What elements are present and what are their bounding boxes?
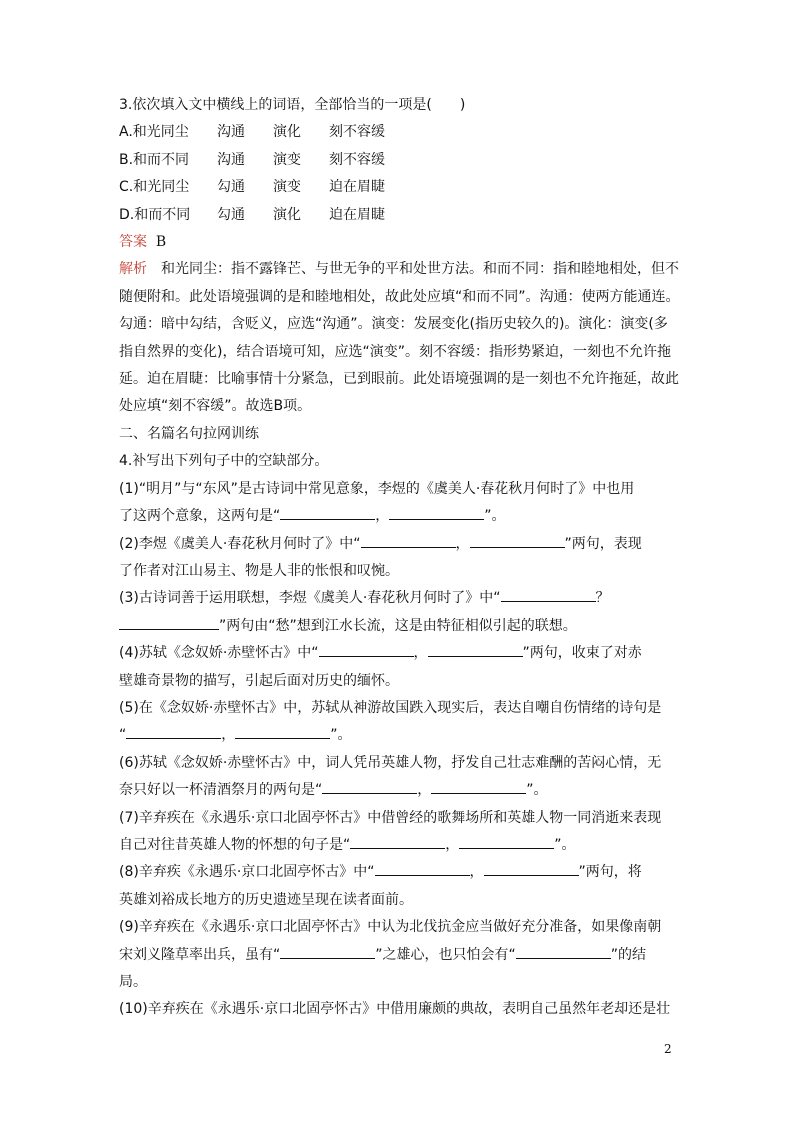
q4-item-1-line-1: (1)“明月”与“东风”是古诗词中常见意象，李煜的《虞美人·春花秋月何时了》中也用	[119, 480, 635, 497]
q4-item-4-line-1: (4)苏轼《念奴娇·赤壁怀古》中“ ， ”两句，收束了对赤	[119, 640, 679, 667]
answer-blank	[126, 723, 221, 739]
answer-blank	[431, 778, 526, 794]
q4-item-6-line-2: 奈只好以一杯清酒祭月的两句是“ ， ”。	[119, 777, 679, 804]
q4-item-7-line-2: 自己对往昔英雄人物的怀想的句子是“ ， ”。	[119, 832, 679, 859]
q4-item-9-line-3: 局。	[119, 974, 147, 990]
document-page	[119, 92, 679, 1024]
answer-blank	[516, 943, 611, 959]
q4-item-5-line-1: (5)在《念奴娇·赤壁怀古》中，苏轼从神游故国跌入现实后，表达自嘲自伤情绪的诗句是	[119, 699, 662, 716]
q3-option-c: C.和光同尘 勾通 演变 迫在眉睫	[119, 179, 385, 196]
section-heading: 二、名篇名句拉网训练	[119, 425, 259, 442]
q3-stem: 3.依次填入文中横线上的词语，全部恰当的一项是( )	[119, 97, 466, 113]
answer-blank	[361, 532, 456, 548]
q4-item-5-line-2: “ ， ”。	[119, 722, 679, 749]
q4-item-1-line-2: 了这两个意象，这两句是“ ， ”。	[119, 503, 679, 530]
answer-label: 答案	[119, 234, 147, 251]
answer-blank	[280, 943, 375, 959]
analysis-label: 解析	[119, 261, 147, 278]
answer-blank	[322, 778, 417, 794]
answer-blank	[389, 504, 484, 520]
answer-blank	[484, 860, 579, 876]
q4-item-3-line-1: (3)古诗词善于运用联想，李煜《虞美人·春花秋月何时了》中“ ？	[119, 585, 679, 612]
q3-analysis-line-5: 延。迫在眉睫：比喻事情十分紧急，已到眼前。此处语境强调的是一刻也不允许拖延，故此	[119, 371, 679, 388]
answer-blank	[350, 833, 445, 849]
q4-item-7-line-1: (7)辛弃疾在《永遇乐·京口北固亭怀古》中借曾经的歌舞场所和英雄人物一同消逝来表现	[119, 809, 662, 826]
q4-item-2-line-2: 了作者对江山易主、物是人非的怅恨和叹惋。	[119, 562, 399, 579]
answer-blank	[235, 723, 330, 739]
q4-item-3-line-2: ”两句由“愁”想到江水长流，这是由特征相似引起的联想。	[119, 613, 679, 640]
q4-item-6-line-1: (6)苏轼《念奴娇·赤壁怀古》中，词人凭吊英雄人物，抒发自己壮志难酬的苦闷心情，无	[119, 754, 662, 771]
q4-item-8-line-2: 英雄刘裕成长地方的历史遗迹呈现在读者面前。	[119, 891, 413, 908]
q3-analysis-line-1: 解析 和光同尘：指不露锋芒、与世无争的平和处世方法。和而不同：指和睦地相处，但不	[119, 261, 679, 278]
answer-blank	[280, 504, 375, 520]
q3-option-a: A.和光同尘 沟通 演化 刻不容缓	[119, 124, 385, 141]
answer-blank	[459, 833, 554, 849]
q4-item-8-line-1: (8)辛弃疾《永遇乐·京口北固亭怀古》中“ ， ”两句，将	[119, 859, 679, 886]
q3-answer	[119, 229, 679, 256]
answer-blank	[119, 614, 219, 630]
q3-option-b: B.和而不同 沟通 演变 刻不容缓	[119, 151, 385, 168]
answer-blank	[470, 532, 565, 548]
answer-value: B	[155, 234, 167, 251]
q4-item-9-line-2: 宋刘义隆草率出兵，虽有“ ”之雄心，也只怕会有“ ”的结	[119, 942, 679, 969]
q4-stem: 4.补写出下列句子中的空缺部分。	[119, 453, 329, 470]
q3-analysis-line-6: 处应填“刻不容缓”。故选B项。	[119, 398, 312, 415]
answer-blank	[428, 641, 523, 657]
q4-item-2-line-1: (2)李煜《虞美人·春花秋月何时了》中“ ， ”两句，表现	[119, 531, 679, 558]
q3-option-d: D.和而不同 勾通 演化 迫在眉睫	[119, 206, 385, 223]
answer-blank	[319, 641, 414, 657]
q3-analysis-line-4: 指自然界的变化)，结合语境可知，应选“演变”。刻不容缓：指形势紧迫，一刻也不允许拖	[119, 343, 671, 360]
q4-item-9-line-1: (9)辛弃疾在《永遇乐·京口北固亭怀古》中认为北伐抗金应当做好充分准备，如果像南朝	[119, 919, 662, 936]
page-number: 2	[664, 1042, 672, 1056]
q4-item-4-line-2: 壁雄奇景物的描写，引起后面对历史的缅怀。	[119, 672, 399, 689]
answer-blank	[501, 586, 596, 602]
answer-blank	[375, 860, 470, 876]
q3-analysis-line-3: 勾通：暗中勾结，含贬义，应选“沟通”。演变：发展变化(指历史较久的)。演化：演变(多	[119, 316, 668, 333]
q4-item-10-line-1: (10)辛弃疾在《永遇乐·京口北固亭怀古》中借用廉颇的典故，表明自己虽然年老却还是壮	[119, 1001, 671, 1018]
q3-analysis-line-2: 随便附和。此处语境强调的是和睦地相处，故此处应填“和而不同”。沟通：使两方能通连。	[119, 288, 680, 305]
